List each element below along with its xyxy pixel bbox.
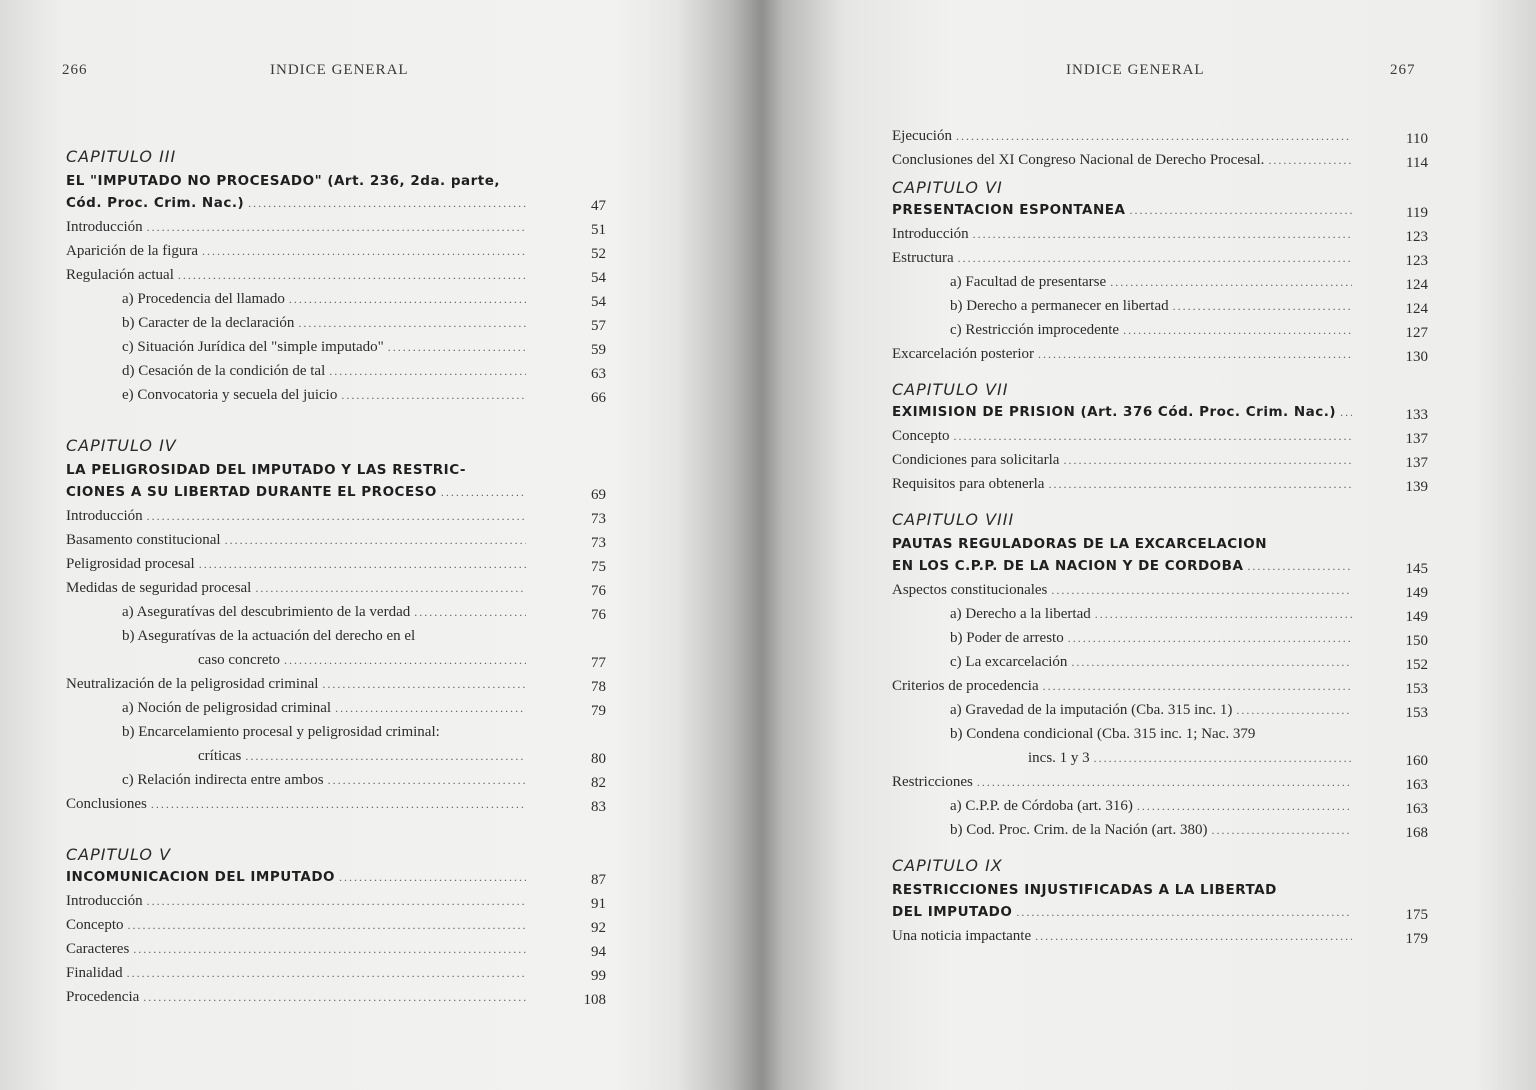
toc-page-number: 51 (591, 222, 606, 238)
toc-page-number: 91 (591, 896, 606, 912)
dot-leader (1063, 453, 1352, 468)
dot-leader (339, 870, 526, 885)
toc-title-entry[interactable] (892, 404, 1356, 426)
toc-entry-label: Introducción (66, 508, 143, 524)
toc-page-number: 163 (1405, 777, 1428, 793)
dot-leader (977, 775, 1352, 790)
dot-leader (1071, 655, 1352, 670)
toc-entry-label: e) Convocatoria y secuela del juicio (122, 387, 338, 403)
toc-entry[interactable] (950, 298, 1356, 320)
toc-entry-label: Aspectos constitucionales (892, 582, 1048, 598)
toc-entry[interactable] (66, 796, 530, 818)
toc-page-number: 69 (591, 487, 606, 503)
dot-leader (1129, 203, 1352, 218)
toc-entry-label: CIONES A SU LIBERTAD DURANTE EL PROCESO (66, 484, 437, 500)
toc-entry[interactable] (950, 322, 1356, 344)
toc-entry-label: Criterios de procedencia (892, 678, 1039, 694)
toc-entry[interactable] (66, 941, 530, 963)
toc-page-number: 94 (591, 944, 606, 960)
toc-entry[interactable] (122, 363, 530, 385)
toc-entry-label: b) Cod. Proc. Crim. de la Nación (art. 380) (950, 822, 1208, 838)
dot-leader (1236, 703, 1352, 718)
chapter-title-line: EL "IMPUTADO NO PROCESADO" (Art. 236, 2da. parte, (66, 173, 501, 189)
toc-page-number: 179 (1405, 931, 1428, 947)
toc-entry-label: caso concreto (198, 652, 281, 668)
dot-leader (298, 316, 526, 331)
dot-leader (202, 244, 526, 259)
toc-entry-label: Neutralización de la peligrosidad criminal (66, 676, 319, 692)
toc-entry[interactable] (950, 654, 1356, 676)
dot-leader (225, 533, 526, 548)
toc-entry-label: Caracteres (66, 941, 130, 957)
dot-leader (1038, 347, 1352, 362)
toc-page-number: 83 (591, 799, 606, 815)
toc-entry-label: a) Procedencia del llamado (122, 291, 285, 307)
toc-page-number: 139 (1405, 479, 1428, 495)
toc-entry[interactable] (66, 219, 530, 241)
toc-page-number: 79 (591, 703, 606, 719)
toc-entry[interactable] (892, 452, 1356, 474)
toc-entry-label: Introducción (892, 226, 969, 242)
toc-title-entry[interactable] (892, 558, 1356, 580)
toc-entry-label: c) Relación indirecta entre ambos (122, 772, 324, 788)
toc-entry-label: Concepto (66, 917, 124, 933)
toc-page-number: 99 (591, 968, 606, 984)
toc-entry[interactable] (66, 267, 530, 289)
toc-entry-label: Requisitos para obtenerla (892, 476, 1045, 492)
dot-leader (1340, 405, 1352, 420)
toc-entry[interactable] (66, 243, 530, 265)
chapter-title-line: PAUTAS REGULADORAS DE LA EXCARCELACION (892, 536, 1268, 552)
toc-entry-label: DEL IMPUTADO (892, 904, 1013, 920)
toc-entry-label: Una noticia impactante (892, 928, 1032, 944)
toc-entry-label: Excarcelación posterior (892, 346, 1035, 362)
dot-leader (1268, 153, 1352, 168)
toc-entry[interactable] (892, 346, 1356, 368)
dot-leader (958, 251, 1352, 266)
dot-leader (956, 129, 1352, 144)
chapter-heading: CAPITULO V (66, 845, 172, 864)
toc-entry-label: d) Cesación de la condición de tal (122, 363, 326, 379)
toc-entry-label: b) Aseguratívas de la actuación del derecho en el (122, 628, 416, 644)
toc-entry-label: Finalidad (66, 965, 123, 981)
toc-page-number: 77 (591, 655, 606, 671)
toc-entry-label: c) Restricción improcedente (950, 322, 1120, 338)
toc-entry-label: PRESENTACION ESPONTANEA (892, 202, 1126, 218)
toc-entry-label: Ejecución (892, 128, 952, 144)
toc-entry-label: c) Situación Jurídica del "simple imputado" (122, 339, 384, 355)
toc-page-number: 133 (1405, 407, 1428, 423)
toc-entry-label: a) Derecho a la libertad (950, 606, 1091, 622)
toc-page-number: 149 (1405, 609, 1428, 625)
dot-leader (199, 557, 526, 572)
dot-leader (1137, 799, 1352, 814)
dot-leader (255, 581, 526, 596)
chapter-title-line: LA PELIGROSIDAD DEL IMPUTADO Y LAS RESTRIC- (66, 462, 467, 478)
toc-entry[interactable] (950, 726, 1356, 748)
toc-entry[interactable] (892, 226, 1356, 248)
dot-leader (1173, 299, 1352, 314)
toc-page-number: 54 (591, 294, 606, 310)
toc-page-number: 127 (1405, 325, 1428, 341)
dot-leader (1211, 823, 1352, 838)
dot-leader (147, 894, 526, 909)
toc-entry-label: Introducción (66, 219, 143, 235)
chapter-heading: CAPITULO IV (66, 436, 177, 455)
dot-leader (147, 220, 526, 235)
dot-leader (1095, 607, 1352, 622)
toc-entry[interactable] (950, 274, 1356, 296)
dot-leader (151, 797, 526, 812)
dot-leader (127, 966, 526, 981)
dot-leader (335, 701, 526, 716)
toc-title-entry[interactable] (892, 904, 1356, 926)
toc-entry[interactable] (892, 128, 1356, 150)
toc-entry-label: Procedencia (66, 989, 140, 1005)
toc-entry[interactable] (122, 315, 530, 337)
toc-entry-label: a) C.P.P. de Córdoba (art. 316) (950, 798, 1133, 814)
toc-page-number: 76 (591, 583, 606, 599)
toc-page-number: 82 (591, 775, 606, 791)
dot-leader (289, 292, 526, 307)
toc-entry-label: c) La excarcelación (950, 654, 1068, 670)
toc-page-number: 114 (1406, 155, 1428, 171)
toc-entry[interactable] (66, 917, 530, 939)
chapter-heading: CAPITULO VIII (892, 510, 1015, 529)
dot-leader (973, 227, 1352, 242)
chapter-heading: CAPITULO IX (892, 856, 1003, 875)
toc-page-number: 54 (591, 270, 606, 286)
toc-page-number: 123 (1405, 229, 1428, 245)
chapter-title-line: RESTRICCIONES INJUSTIFICADAS A LA LIBERTAD (892, 882, 1277, 898)
toc-page-number: 137 (1405, 431, 1428, 447)
right-page (790, 0, 1536, 1090)
toc-entry-label: b) Derecho a permanecer en libertad (950, 298, 1169, 314)
toc-entry-label: a) Gravedad de la imputación (Cba. 315 inc. 1) (950, 702, 1233, 718)
page-number-left: 266 (62, 62, 88, 78)
toc-entry-label: Introducción (66, 893, 143, 909)
dot-leader (128, 918, 527, 933)
toc-entry[interactable] (950, 630, 1356, 652)
toc-entry[interactable] (892, 250, 1356, 272)
toc-entry[interactable] (950, 702, 1356, 724)
toc-page-number: 168 (1405, 825, 1428, 841)
toc-entry[interactable] (66, 965, 530, 987)
dot-leader (1068, 631, 1352, 646)
toc-entry[interactable] (66, 508, 530, 530)
dot-leader (1048, 477, 1352, 492)
chapter-heading: CAPITULO VI (892, 178, 1003, 197)
toc-page-number: 130 (1405, 349, 1428, 365)
toc-entry[interactable] (892, 476, 1356, 498)
toc-page-number: 73 (591, 535, 606, 551)
toc-entry-label: b) Encarcelamiento procesal y peligrosidad criminal: (122, 724, 440, 740)
toc-page-number: 145 (1405, 561, 1428, 577)
toc-entry-label: Medidas de seguridad procesal (66, 580, 252, 596)
dot-leader (341, 388, 526, 403)
left-page (0, 0, 740, 1090)
dot-leader (329, 364, 526, 379)
toc-page-number: 75 (591, 559, 606, 575)
toc-title-entry[interactable] (892, 202, 1356, 224)
dot-leader (178, 268, 526, 283)
dot-leader (245, 749, 526, 764)
dot-leader (1051, 583, 1352, 598)
running-head-right: INDICE GENERAL (1066, 62, 1205, 78)
toc-entry[interactable] (198, 748, 530, 770)
toc-entry-label: EXIMISION DE PRISION (Art. 376 Cód. Proc. Crim. Nac.) (892, 404, 1337, 420)
toc-entry-label: Conclusiones (66, 796, 147, 812)
toc-entry-label: INCOMUNICACION DEL IMPUTADO (66, 869, 336, 885)
toc-entry-label: a) Facultad de presentarse (950, 274, 1107, 290)
toc-entry[interactable] (1028, 750, 1356, 772)
dot-leader (1123, 323, 1352, 338)
toc-entry[interactable] (66, 580, 530, 602)
toc-entry-label: b) Poder de arresto (950, 630, 1064, 646)
toc-page-number: 59 (591, 342, 606, 358)
toc-page-number: 78 (591, 679, 606, 695)
toc-page-number: 80 (591, 751, 606, 767)
dot-leader (388, 340, 526, 355)
toc-page-number: 153 (1405, 705, 1428, 721)
dot-leader (284, 653, 526, 668)
toc-entry[interactable] (892, 928, 1356, 950)
toc-page-number: 175 (1405, 907, 1428, 923)
toc-page-number: 52 (591, 246, 606, 262)
dot-leader (1247, 559, 1352, 574)
toc-entry[interactable] (66, 989, 530, 1011)
dot-leader (1110, 275, 1352, 290)
dot-leader (143, 990, 526, 1005)
toc-entry-label: críticas (198, 748, 242, 764)
toc-entry[interactable] (892, 678, 1356, 700)
toc-title-entry[interactable] (66, 869, 530, 891)
toc-entry-label: a) Noción de peligrosidad criminal (122, 700, 332, 716)
toc-page-number: 92 (591, 920, 606, 936)
toc-entry[interactable] (950, 822, 1356, 844)
toc-page-number: 63 (591, 366, 606, 382)
toc-entry[interactable] (198, 652, 530, 674)
toc-entry[interactable] (122, 772, 530, 794)
toc-entry[interactable] (122, 628, 530, 650)
running-head-left: INDICE GENERAL (270, 62, 409, 78)
toc-entry-label: Regulación actual (66, 267, 174, 283)
toc-entry-label: Concepto (892, 428, 950, 444)
toc-page-number: 153 (1405, 681, 1428, 697)
toc-title-entry[interactable] (66, 484, 530, 506)
toc-page-number: 73 (591, 511, 606, 527)
toc-entry-label: Estructura (892, 250, 954, 266)
toc-page-number: 119 (1406, 205, 1428, 221)
toc-entry[interactable] (66, 676, 530, 698)
toc-page-number: 137 (1405, 455, 1428, 471)
toc-entry[interactable] (950, 606, 1356, 628)
toc-entry[interactable] (122, 724, 530, 746)
toc-page-number: 123 (1405, 253, 1428, 269)
toc-page-number: 160 (1405, 753, 1428, 769)
toc-entry-label: b) Condena condicional (Cba. 315 inc. 1; Nac. 379 (950, 726, 1256, 742)
toc-entry[interactable] (122, 291, 530, 313)
dot-leader (954, 429, 1353, 444)
toc-entry[interactable] (66, 556, 530, 578)
dot-leader (1035, 929, 1352, 944)
dot-leader (147, 509, 526, 524)
toc-page-number: 152 (1405, 657, 1428, 673)
dot-leader (414, 605, 526, 620)
toc-page-number: 150 (1405, 633, 1428, 649)
dot-leader (133, 942, 526, 957)
dot-leader (322, 677, 526, 692)
toc-page-number: 124 (1405, 277, 1428, 293)
toc-entry-label: Basamento constitucional (66, 532, 221, 548)
toc-page-number: 76 (591, 607, 606, 623)
toc-page-number: 66 (591, 390, 606, 406)
toc-page-number: 110 (1406, 131, 1428, 147)
toc-page-number: 149 (1405, 585, 1428, 601)
toc-page-number: 87 (591, 872, 606, 888)
dot-leader (1016, 905, 1352, 920)
toc-entry[interactable] (66, 532, 530, 554)
dot-leader (248, 196, 526, 211)
toc-entry-label: incs. 1 y 3 (1028, 750, 1090, 766)
toc-page-number: 163 (1405, 801, 1428, 817)
toc-entry-label: b) Caracter de la declaración (122, 315, 295, 331)
dot-leader (1043, 679, 1352, 694)
toc-page-number: 108 (583, 992, 606, 1008)
toc-entry-label: Condiciones para solicitarla (892, 452, 1060, 468)
toc-page-number: 124 (1405, 301, 1428, 317)
toc-title-entry[interactable] (66, 195, 530, 217)
page-number-right: 267 (1390, 62, 1416, 78)
toc-entry[interactable] (892, 582, 1356, 604)
toc-entry[interactable] (892, 428, 1356, 450)
toc-page-number: 57 (591, 318, 606, 334)
chapter-heading: CAPITULO III (66, 147, 177, 166)
toc-entry[interactable] (950, 798, 1356, 820)
toc-entry-label: Conclusiones del XI Congreso Nacional de Derecho Procesal. (892, 152, 1265, 168)
toc-entry[interactable] (122, 604, 530, 626)
toc-entry-label: Aparición de la figura (66, 243, 199, 259)
toc-entry-label: EN LOS C.P.P. DE LA NACION Y DE CORDOBA (892, 558, 1244, 574)
toc-entry[interactable] (892, 152, 1356, 174)
chapter-heading: CAPITULO VII (892, 380, 1009, 399)
dot-leader (328, 773, 526, 788)
toc-entry-label: Peligrosidad procesal (66, 556, 195, 572)
toc-entry[interactable] (122, 339, 530, 361)
toc-entry[interactable] (66, 893, 530, 915)
toc-entry-label: Cód. Proc. Crim. Nac.) (66, 195, 245, 211)
toc-entry-label: a) Aseguratívas del descubrimiento de la verdad (122, 604, 411, 620)
toc-entry[interactable] (122, 387, 530, 409)
toc-entry-label: Restricciones (892, 774, 973, 790)
toc-entry[interactable] (122, 700, 530, 722)
dot-leader (441, 485, 526, 500)
toc-entry[interactable] (892, 774, 1356, 796)
dot-leader (1094, 751, 1352, 766)
toc-page-number: 47 (591, 198, 606, 214)
